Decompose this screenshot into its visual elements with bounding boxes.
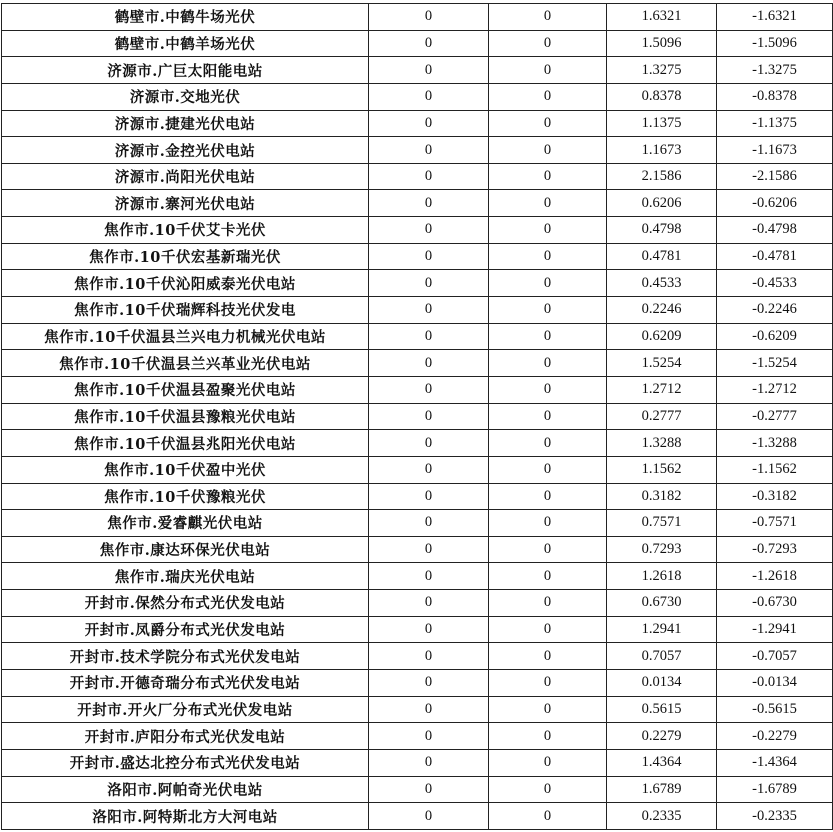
- table-row: [2, 776, 833, 803]
- value-cell-col4: 0.2777: [607, 403, 717, 430]
- value-cell-col2: 0: [369, 403, 489, 430]
- value-cell-col2: 0: [369, 510, 489, 537]
- value-cell-col2: 0: [369, 590, 489, 617]
- value-cell-col5: -1.1673: [717, 137, 833, 164]
- value-cell-col5: -1.3288: [717, 430, 833, 457]
- value-cell-col3: 0: [489, 590, 607, 617]
- value-cell-col4: 1.4364: [607, 749, 717, 776]
- table-row: [2, 536, 833, 563]
- station-name-cell: 洛阳市.阿特斯北方大河电站: [2, 803, 369, 830]
- value-cell-col2: 0: [369, 670, 489, 697]
- value-cell-col4: 1.3275: [607, 57, 717, 84]
- value-cell-col3: 0: [489, 30, 607, 57]
- station-name-cell: 焦作市.10千伏温县兰兴革业光伏电站: [2, 350, 369, 377]
- station-name-cell: 焦作市.10千伏温县兆阳光伏电站: [2, 430, 369, 457]
- value-cell-col2: 0: [369, 430, 489, 457]
- value-cell-col5: -0.2279: [717, 723, 833, 750]
- table-row: [2, 190, 833, 217]
- table-row: [2, 83, 833, 110]
- value-cell-col3: 0: [489, 723, 607, 750]
- value-cell-col4: 0.2246: [607, 297, 717, 324]
- value-cell-col2: 0: [369, 536, 489, 563]
- value-cell-col2: 0: [369, 563, 489, 590]
- value-cell-col5: -1.4364: [717, 749, 833, 776]
- value-cell-col4: 1.2712: [607, 376, 717, 403]
- value-cell-col2: 0: [369, 270, 489, 297]
- value-cell-col5: -1.3275: [717, 57, 833, 84]
- value-cell-col5: -0.6209: [717, 323, 833, 350]
- station-name-cell: 焦作市.10千伏艾卡光伏: [2, 217, 369, 244]
- station-name-cell: 开封市.开火厂分布式光伏发电站: [2, 696, 369, 723]
- value-cell-col5: -1.6789: [717, 776, 833, 803]
- value-cell-col4: 0.3182: [607, 483, 717, 510]
- table-row: [2, 57, 833, 84]
- value-cell-col3: 0: [489, 376, 607, 403]
- table-row: [2, 243, 833, 270]
- station-name-cell: 济源市.交地光伏: [2, 83, 369, 110]
- value-cell-col2: 0: [369, 483, 489, 510]
- value-cell-col2: 0: [369, 803, 489, 830]
- station-name-cell: 焦作市.10千伏温县豫粮光伏电站: [2, 403, 369, 430]
- station-name-cell: 开封市.庐阳分布式光伏发电站: [2, 723, 369, 750]
- station-name-cell: 焦作市.10千伏盈中光伏: [2, 456, 369, 483]
- value-cell-col4: 0.6209: [607, 323, 717, 350]
- table-row: [2, 323, 833, 350]
- value-cell-col4: 1.1673: [607, 137, 717, 164]
- value-cell-col2: 0: [369, 190, 489, 217]
- table-row: [2, 616, 833, 643]
- value-cell-col5: -1.1375: [717, 110, 833, 137]
- value-cell-col4: 1.1562: [607, 456, 717, 483]
- table-row: [2, 270, 833, 297]
- station-name-cell: 焦作市.10千伏宏基新瑞光伏: [2, 243, 369, 270]
- table-row: [2, 297, 833, 324]
- value-cell-col3: 0: [489, 430, 607, 457]
- value-cell-col3: 0: [489, 83, 607, 110]
- value-cell-col2: 0: [369, 163, 489, 190]
- value-cell-col3: 0: [489, 57, 607, 84]
- value-cell-col5: -1.5096: [717, 30, 833, 57]
- value-cell-col4: 1.5096: [607, 30, 717, 57]
- value-cell-col2: 0: [369, 776, 489, 803]
- value-cell-col5: -1.2941: [717, 616, 833, 643]
- value-cell-col4: 0.0134: [607, 670, 717, 697]
- value-cell-col3: 0: [489, 696, 607, 723]
- value-cell-col5: -0.7057: [717, 643, 833, 670]
- table-row: [2, 749, 833, 776]
- value-cell-col4: 0.5615: [607, 696, 717, 723]
- value-cell-col5: -0.5615: [717, 696, 833, 723]
- value-cell-col5: -0.4798: [717, 217, 833, 244]
- value-cell-col2: 0: [369, 643, 489, 670]
- table-row: [2, 510, 833, 537]
- table-row: [2, 350, 833, 377]
- table-row: [2, 4, 833, 31]
- value-cell-col2: 0: [369, 217, 489, 244]
- station-name-cell: 开封市.保然分布式光伏发电站: [2, 590, 369, 617]
- value-cell-col4: 0.8378: [607, 83, 717, 110]
- value-cell-col4: 0.6730: [607, 590, 717, 617]
- value-cell-col4: 0.7293: [607, 536, 717, 563]
- value-cell-col4: 0.6206: [607, 190, 717, 217]
- station-name-cell: 鹤壁市.中鹤牛场光伏: [2, 4, 369, 31]
- value-cell-col2: 0: [369, 4, 489, 31]
- station-name-cell: 焦作市.爱睿麒光伏电站: [2, 510, 369, 537]
- station-name-cell: 开封市.凤爵分布式光伏发电站: [2, 616, 369, 643]
- value-cell-col4: 0.7057: [607, 643, 717, 670]
- station-name-cell: 焦作市.康达环保光伏电站: [2, 536, 369, 563]
- value-cell-col2: 0: [369, 110, 489, 137]
- value-cell-col3: 0: [489, 563, 607, 590]
- value-cell-col4: 0.2335: [607, 803, 717, 830]
- table-row: [2, 30, 833, 57]
- station-name-cell: 焦作市.10千伏温县盈聚光伏电站: [2, 376, 369, 403]
- table-body: [2, 4, 833, 830]
- value-cell-col5: -0.2246: [717, 297, 833, 324]
- value-cell-col2: 0: [369, 456, 489, 483]
- station-name-cell: 济源市.寨河光伏电站: [2, 190, 369, 217]
- table-row: [2, 483, 833, 510]
- table-row: [2, 403, 833, 430]
- value-cell-col5: -0.8378: [717, 83, 833, 110]
- value-cell-col4: 0.4798: [607, 217, 717, 244]
- station-name-cell: 济源市.金控光伏电站: [2, 137, 369, 164]
- value-cell-col5: -0.7293: [717, 536, 833, 563]
- value-cell-col4: 0.4781: [607, 243, 717, 270]
- value-cell-col5: -0.2777: [717, 403, 833, 430]
- station-name-cell: 鹤壁市.中鹤羊场光伏: [2, 30, 369, 57]
- station-name-cell: 洛阳市.阿帕奇光伏电站: [2, 776, 369, 803]
- value-cell-col2: 0: [369, 749, 489, 776]
- value-cell-col5: -0.6730: [717, 590, 833, 617]
- station-name-cell: 开封市.开德奇瑞分布式光伏发电站: [2, 670, 369, 697]
- value-cell-col3: 0: [489, 776, 607, 803]
- table-row: [2, 430, 833, 457]
- station-name-cell: 开封市.技术学院分布式光伏发电站: [2, 643, 369, 670]
- table-row: [2, 670, 833, 697]
- value-cell-col3: 0: [489, 163, 607, 190]
- table-row: [2, 217, 833, 244]
- value-cell-col2: 0: [369, 57, 489, 84]
- value-cell-col5: -1.5254: [717, 350, 833, 377]
- value-cell-col3: 0: [489, 270, 607, 297]
- value-cell-col5: -2.1586: [717, 163, 833, 190]
- value-cell-col2: 0: [369, 83, 489, 110]
- value-cell-col3: 0: [489, 510, 607, 537]
- value-cell-col2: 0: [369, 137, 489, 164]
- table-row: [2, 110, 833, 137]
- value-cell-col3: 0: [489, 217, 607, 244]
- value-cell-col4: 1.2618: [607, 563, 717, 590]
- value-cell-col4: 1.2941: [607, 616, 717, 643]
- station-name-cell: 焦作市.10千伏瑞辉科技光伏发电: [2, 297, 369, 324]
- value-cell-col2: 0: [369, 616, 489, 643]
- value-cell-col4: 0.2279: [607, 723, 717, 750]
- value-cell-col3: 0: [489, 137, 607, 164]
- table-row: [2, 137, 833, 164]
- value-cell-col3: 0: [489, 616, 607, 643]
- value-cell-col4: 0.4533: [607, 270, 717, 297]
- value-cell-col3: 0: [489, 403, 607, 430]
- value-cell-col5: -0.3182: [717, 483, 833, 510]
- value-cell-col2: 0: [369, 297, 489, 324]
- value-cell-col2: 0: [369, 376, 489, 403]
- table-row: [2, 163, 833, 190]
- value-cell-col2: 0: [369, 243, 489, 270]
- value-cell-col5: -0.6206: [717, 190, 833, 217]
- station-name-cell: 济源市.广巨太阳能电站: [2, 57, 369, 84]
- table-row: [2, 590, 833, 617]
- value-cell-col4: 2.1586: [607, 163, 717, 190]
- value-cell-col4: 1.3288: [607, 430, 717, 457]
- value-cell-col4: 1.6321: [607, 4, 717, 31]
- value-cell-col3: 0: [489, 536, 607, 563]
- value-cell-col3: 0: [489, 749, 607, 776]
- value-cell-col5: -1.1562: [717, 456, 833, 483]
- value-cell-col5: -0.4781: [717, 243, 833, 270]
- value-cell-col5: -1.2618: [717, 563, 833, 590]
- value-cell-col3: 0: [489, 243, 607, 270]
- value-cell-col3: 0: [489, 670, 607, 697]
- station-name-cell: 开封市.盛达北控分布式光伏发电站: [2, 749, 369, 776]
- value-cell-col3: 0: [489, 350, 607, 377]
- value-cell-col2: 0: [369, 723, 489, 750]
- value-cell-col5: -0.2335: [717, 803, 833, 830]
- station-name-cell: 焦作市.10千伏沁阳威泰光伏电站: [2, 270, 369, 297]
- value-cell-col5: -1.6321: [717, 4, 833, 31]
- table-row: [2, 696, 833, 723]
- station-name-cell: 济源市.尚阳光伏电站: [2, 163, 369, 190]
- value-cell-col5: -0.7571: [717, 510, 833, 537]
- value-cell-col4: 1.6789: [607, 776, 717, 803]
- value-cell-col3: 0: [489, 803, 607, 830]
- table-row: [2, 723, 833, 750]
- value-cell-col3: 0: [489, 110, 607, 137]
- value-cell-col4: 1.1375: [607, 110, 717, 137]
- value-cell-col3: 0: [489, 297, 607, 324]
- value-cell-col3: 0: [489, 190, 607, 217]
- value-cell-col3: 0: [489, 456, 607, 483]
- value-cell-col2: 0: [369, 323, 489, 350]
- table-row: [2, 456, 833, 483]
- table-row: [2, 563, 833, 590]
- value-cell-col5: -0.4533: [717, 270, 833, 297]
- value-cell-col5: -0.0134: [717, 670, 833, 697]
- table-row: [2, 376, 833, 403]
- value-cell-col5: -1.2712: [717, 376, 833, 403]
- value-cell-col2: 0: [369, 696, 489, 723]
- data-table: [1, 3, 833, 830]
- table-row: [2, 643, 833, 670]
- value-cell-col2: 0: [369, 350, 489, 377]
- value-cell-col3: 0: [489, 323, 607, 350]
- table-row: [2, 803, 833, 830]
- value-cell-col4: 1.5254: [607, 350, 717, 377]
- value-cell-col2: 0: [369, 30, 489, 57]
- station-name-cell: 济源市.捷建光伏电站: [2, 110, 369, 137]
- value-cell-col4: 0.7571: [607, 510, 717, 537]
- value-cell-col3: 0: [489, 4, 607, 31]
- value-cell-col3: 0: [489, 643, 607, 670]
- station-name-cell: 焦作市.10千伏豫粮光伏: [2, 483, 369, 510]
- station-name-cell: 焦作市.10千伏温县兰兴电力机械光伏电站: [2, 323, 369, 350]
- station-name-cell: 焦作市.瑞庆光伏电站: [2, 563, 369, 590]
- value-cell-col3: 0: [489, 483, 607, 510]
